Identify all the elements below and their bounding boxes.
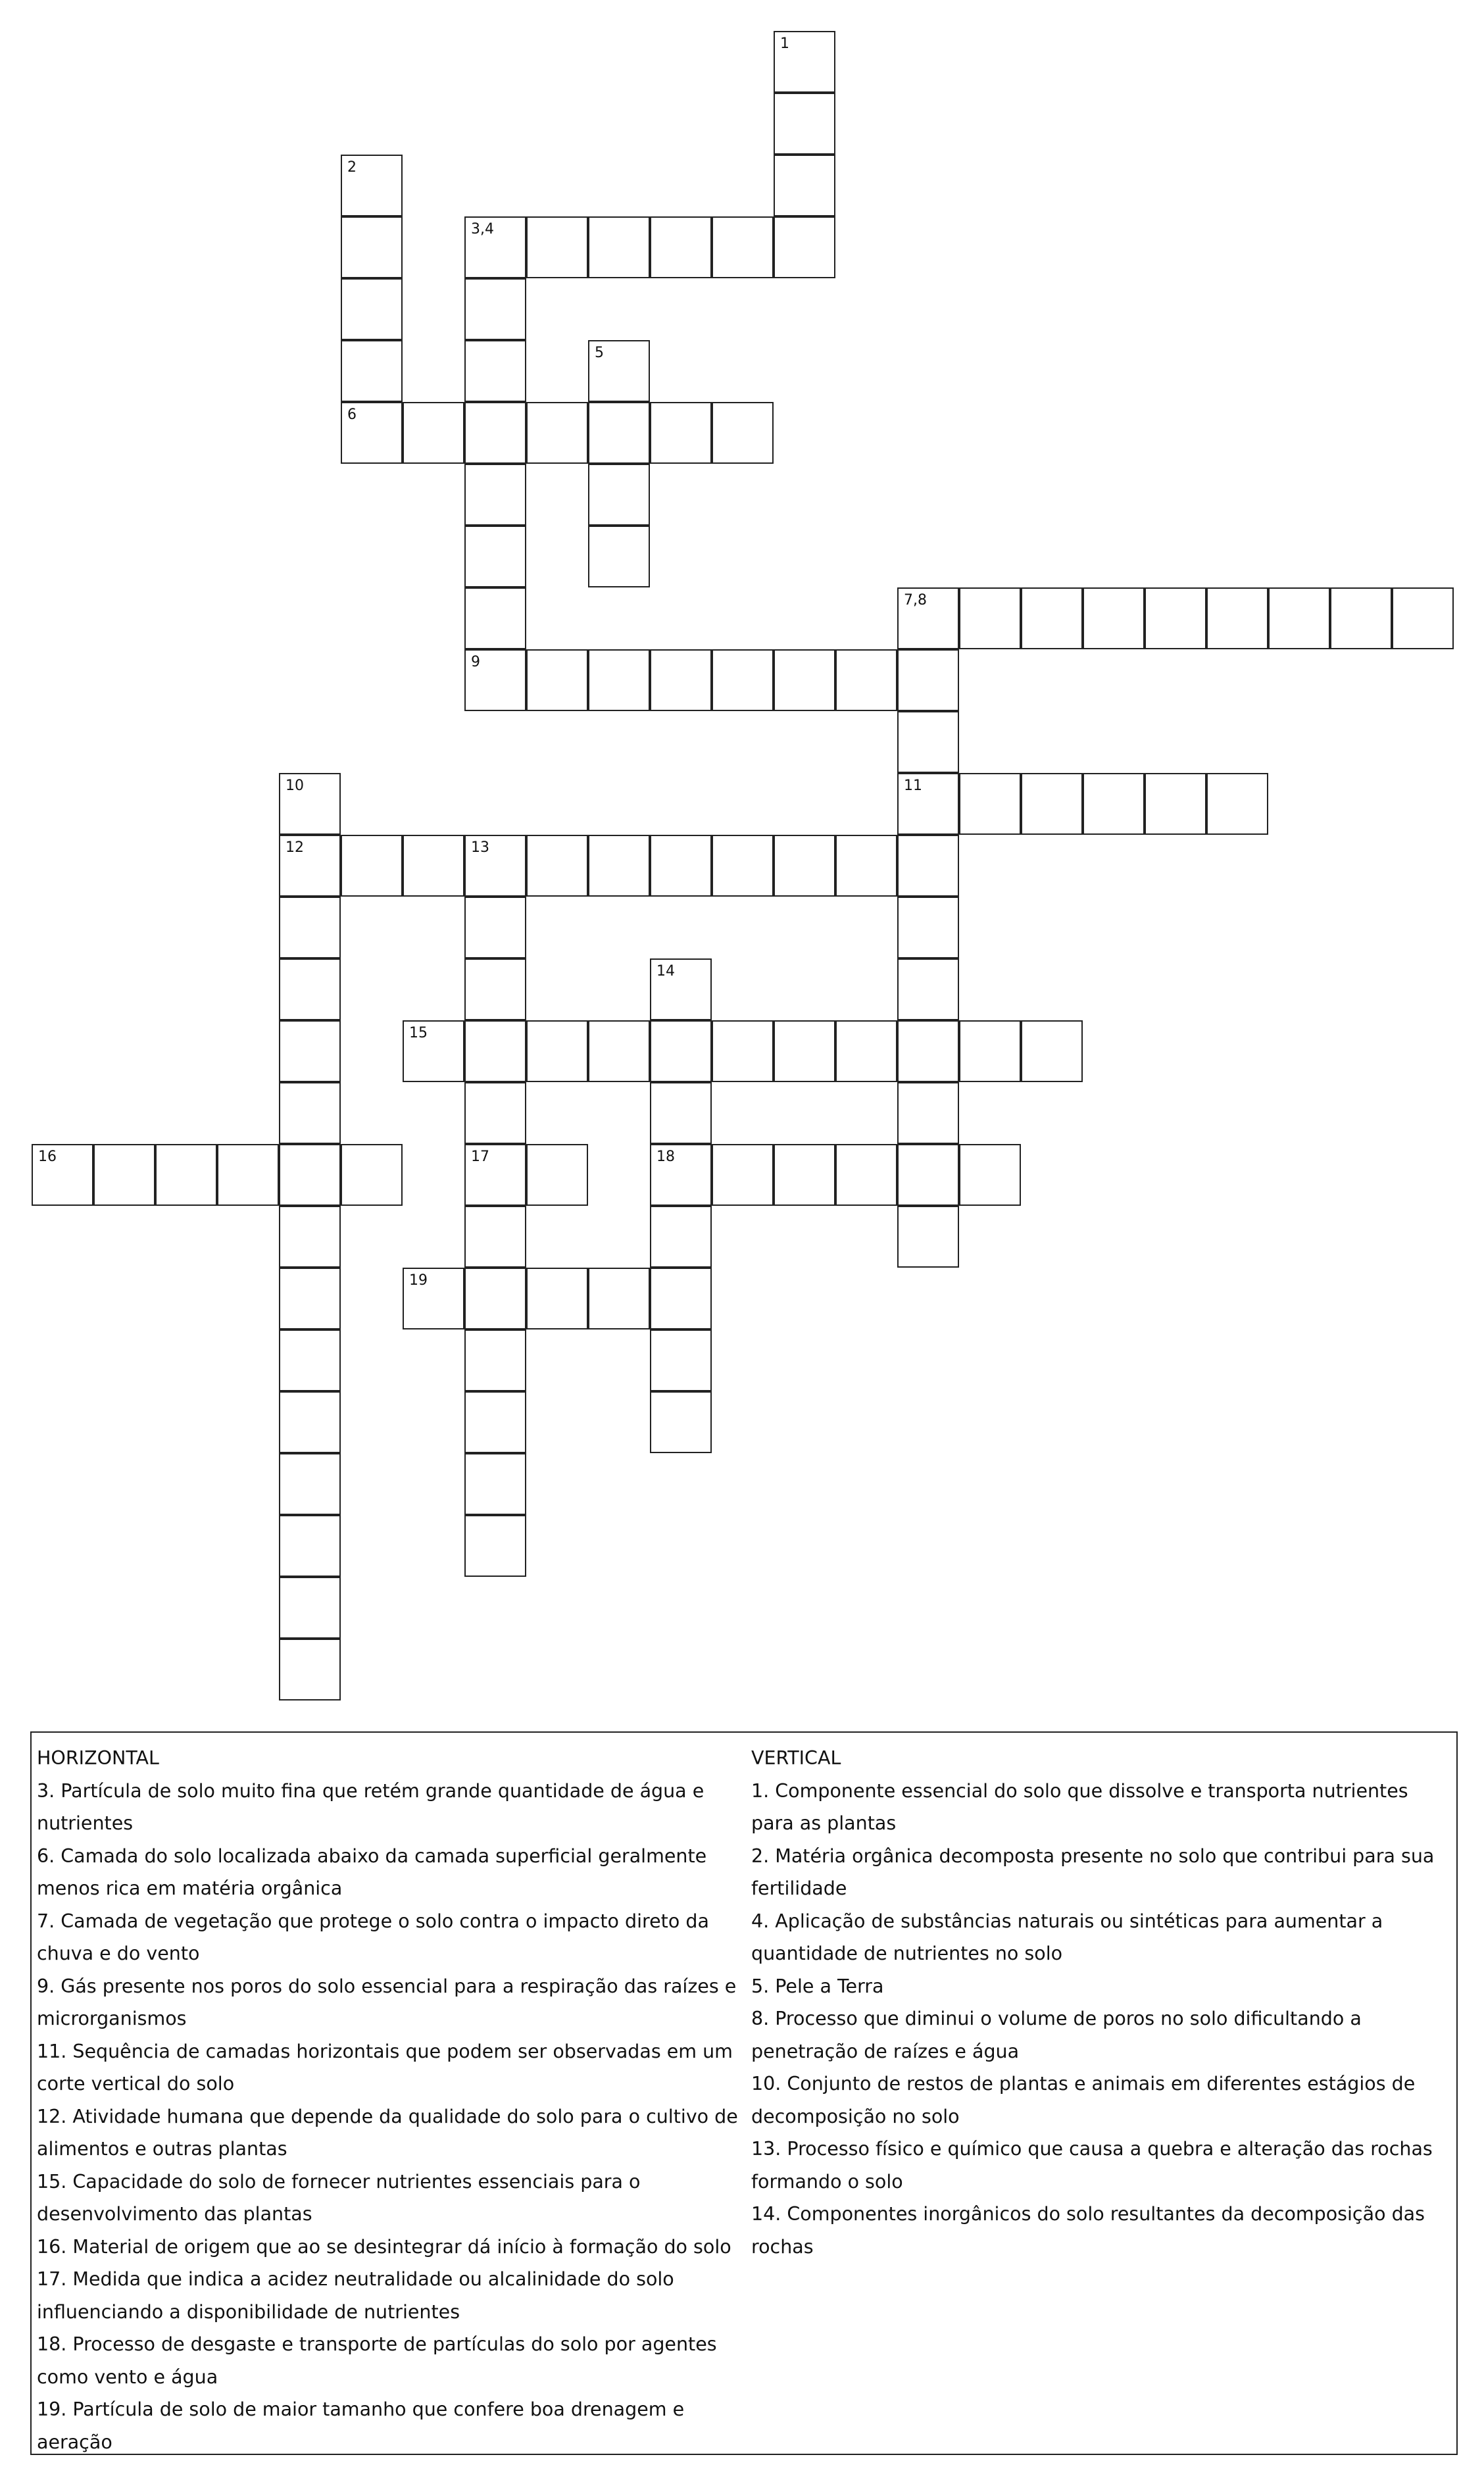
crossword-cell[interactable]: [464, 1515, 526, 1577]
crossword-cell[interactable]: [526, 402, 588, 464]
clue-number: 11: [904, 778, 922, 794]
crossword-cell[interactable]: [897, 649, 959, 711]
down-clue-13: 13. Processo físico e químico que causa a quebra e alteração das rochas formando o solo: [751, 2138, 1433, 2193]
crossword-cell[interactable]: [959, 1144, 1021, 1206]
crossword-cell[interactable]: [279, 1391, 341, 1453]
crossword-cell[interactable]: [464, 278, 526, 340]
crossword-cell-numbered[interactable]: [464, 835, 526, 897]
crossword-cell[interactable]: [588, 526, 650, 587]
crossword-cell[interactable]: [650, 835, 712, 897]
crossword-cell[interactable]: [650, 649, 712, 711]
crossword-cell[interactable]: [1083, 587, 1145, 649]
crossword-cell[interactable]: [650, 1268, 712, 1329]
crossword-cell[interactable]: [279, 1082, 341, 1144]
crossword-cell[interactable]: [1330, 587, 1392, 649]
down-clue-10: 10. Conjunto de restos de plantas e animais em diferentes estágios de decomposição no solo: [751, 2073, 1416, 2127]
crossword-cell[interactable]: [959, 587, 1021, 649]
crossword-cell-numbered[interactable]: [588, 340, 650, 402]
across-clue-9: 9. Gás presente nos poros do solo essencial para a respiração das raízes e microrganismos: [37, 1975, 737, 2029]
crossword-cell[interactable]: [774, 93, 835, 155]
crossword-cell[interactable]: [279, 1577, 341, 1639]
crossword-cell[interactable]: [464, 340, 526, 402]
crossword-cell[interactable]: [93, 1144, 155, 1206]
crossword-cell-numbered[interactable]: [650, 1144, 712, 1206]
crossword-cell[interactable]: [1206, 773, 1268, 835]
clue-number: 5: [595, 345, 604, 361]
crossword-cell[interactable]: [279, 1020, 341, 1082]
crossword-cell[interactable]: [464, 1453, 526, 1515]
crossword-cell[interactable]: [464, 1082, 526, 1144]
crossword-cell[interactable]: [526, 1268, 588, 1329]
crossword-cell[interactable]: [1206, 587, 1268, 649]
crossword-cell[interactable]: [897, 958, 959, 1020]
crossword-cell[interactable]: [464, 1391, 526, 1453]
clue-number: 10: [285, 778, 304, 794]
crossword-cell[interactable]: [1145, 587, 1206, 649]
crossword-cell[interactable]: [588, 649, 650, 711]
down-clue-5: 5. Pele a Terra: [751, 1975, 884, 1997]
crossword-cell[interactable]: [588, 835, 650, 897]
crossword-cell[interactable]: [774, 649, 835, 711]
crossword-cell[interactable]: [341, 340, 403, 402]
down-clue-1: 1. Componente essencial do solo que dissolve e transporta nutrientes para as plantas: [751, 1779, 1408, 1834]
crossword-cell[interactable]: [712, 216, 774, 278]
down-clue-8: 8. Processo que diminui o volume de poros no solo dificultando a penetração de raízes e água: [751, 2008, 1362, 2062]
crossword-cell[interactable]: [526, 216, 588, 278]
crossword-cell[interactable]: [279, 1453, 341, 1515]
down-clue-2: 2. Matéria orgânica decomposta presente no solo que contribui para sua fertilidade: [751, 1845, 1435, 1899]
crossword-cell-numbered[interactable]: [464, 216, 526, 278]
crossword-cell[interactable]: [1021, 587, 1083, 649]
crossword-cell-numbered[interactable]: [897, 587, 959, 649]
crossword-cell[interactable]: [464, 897, 526, 958]
crossword-cell[interactable]: [774, 1144, 835, 1206]
crossword-cell[interactable]: [959, 1020, 1021, 1082]
across-clue-7: 7. Camada de vegetação que protege o solo contra o impacto direto da chuva e do vento: [37, 1910, 709, 1964]
clue-number: 1: [780, 36, 789, 52]
crossword-cell[interactable]: [279, 1144, 341, 1206]
crossword-cell[interactable]: [835, 835, 897, 897]
clue-number: 19: [409, 1272, 428, 1289]
crossword-cell-numbered[interactable]: [403, 1020, 464, 1082]
crossword-cell[interactable]: [279, 1515, 341, 1577]
crossword-cell[interactable]: [712, 402, 774, 464]
crossword-cell-numbered[interactable]: [464, 649, 526, 711]
crossword-cell[interactable]: [897, 897, 959, 958]
crossword-cell[interactable]: [774, 155, 835, 216]
crossword-cell[interactable]: [835, 1020, 897, 1082]
crossword-cell-numbered[interactable]: [32, 1144, 93, 1206]
crossword-cell[interactable]: [588, 464, 650, 526]
across-clues: [37, 1742, 747, 2458]
down-clues: [751, 1742, 1455, 2263]
crossword-cell[interactable]: [712, 1144, 774, 1206]
clue-number: 13: [471, 839, 489, 856]
crossword-cell[interactable]: [464, 958, 526, 1020]
clue-number: 6: [347, 407, 357, 423]
crossword-cell[interactable]: [897, 1144, 959, 1206]
clue-number: 14: [656, 963, 675, 980]
crossword-cell-numbered[interactable]: [341, 402, 403, 464]
crossword-cell[interactable]: [650, 1082, 712, 1144]
crossword-cell-numbered[interactable]: [279, 835, 341, 897]
across-clue-3: 3. Partícula de solo muito fina que retém grande quantidade de água e nutrientes: [37, 1779, 705, 1834]
crossword-cell[interactable]: [464, 1206, 526, 1268]
crossword-cell[interactable]: [341, 835, 403, 897]
crossword-cell[interactable]: [897, 1020, 959, 1082]
crossword-cell[interactable]: [464, 1020, 526, 1082]
crossword-cell[interactable]: [464, 526, 526, 587]
crossword-cell[interactable]: [217, 1144, 279, 1206]
clue-number: 18: [656, 1149, 675, 1165]
crossword-cell-numbered[interactable]: [279, 773, 341, 835]
across-clue-16: 16. Material de origem que ao se desintegrar dá início à formação do solo: [37, 2235, 731, 2258]
across-clue-12: 12. Atividade humana que depende da qualidade do solo para o cultivo de alimentos e outras plantas: [37, 2105, 738, 2160]
crossword-cell[interactable]: [650, 1329, 712, 1391]
crossword-cell[interactable]: [279, 1268, 341, 1329]
clue-number: 7,8: [904, 592, 927, 608]
crossword-cell[interactable]: [650, 1206, 712, 1268]
crossword-cell[interactable]: [1083, 773, 1145, 835]
crossword-cell[interactable]: [588, 216, 650, 278]
crossword-cell-numbered[interactable]: [464, 1144, 526, 1206]
crossword-cell[interactable]: [774, 835, 835, 897]
crossword-cell[interactable]: [403, 402, 464, 464]
crossword-cell[interactable]: [464, 1329, 526, 1391]
clue-number: 2: [347, 159, 357, 176]
clue-number: 15: [409, 1025, 428, 1041]
crossword-cell-numbered[interactable]: [403, 1268, 464, 1329]
crossword-cell[interactable]: [1145, 773, 1206, 835]
crossword-cell[interactable]: [341, 1144, 403, 1206]
across-clue-17: 17. Medida que indica a acidez neutralidade ou alcalinidade do solo influenciando a disponibilidade de nutrientes: [37, 2268, 674, 2323]
crossword-cell[interactable]: [588, 1020, 650, 1082]
crossword-cell[interactable]: [774, 1020, 835, 1082]
crossword-cell[interactable]: [897, 835, 959, 897]
crossword-cell[interactable]: [897, 711, 959, 773]
crossword-cell[interactable]: [835, 1144, 897, 1206]
crossword-cell[interactable]: [897, 1206, 959, 1268]
crossword-cell[interactable]: [464, 1268, 526, 1329]
crossword-cell[interactable]: [526, 1144, 588, 1206]
crossword-cell[interactable]: [464, 464, 526, 526]
crossword-cell-numbered[interactable]: [897, 773, 959, 835]
crossword-cell[interactable]: [279, 1329, 341, 1391]
crossword-cell[interactable]: [1268, 587, 1330, 649]
clue-number: 16: [38, 1149, 57, 1165]
across-clue-19: 19. Partícula de solo de maior tamanho que confere boa drenagem e aeração: [37, 2398, 685, 2453]
crossword-cell[interactable]: [650, 402, 712, 464]
crossword-cell[interactable]: [341, 216, 403, 278]
clue-number: 12: [285, 839, 304, 856]
across-clue-6: 6. Camada do solo localizada abaixo da camada superficial geralmente menos rica em matéria orgânica: [37, 1845, 707, 1899]
down-clue-14: 14. Componentes inorgânicos do solo resultantes da decomposição das rochas: [751, 2203, 1425, 2258]
crossword-cell[interactable]: [1021, 773, 1083, 835]
across-heading: HORIZONTAL: [37, 1747, 159, 1769]
crossword-cell[interactable]: [464, 587, 526, 649]
crossword-cell[interactable]: [341, 278, 403, 340]
crossword-cell[interactable]: [1392, 587, 1454, 649]
crossword-cell[interactable]: [464, 402, 526, 464]
crossword-cell[interactable]: [588, 1268, 650, 1329]
crossword-cell[interactable]: [279, 1639, 341, 1700]
clues-box: [30, 1731, 1458, 2455]
crossword-cell[interactable]: [650, 1020, 712, 1082]
crossword-cell[interactable]: [279, 958, 341, 1020]
crossword-cell[interactable]: [279, 897, 341, 958]
crossword-cell[interactable]: [1021, 1020, 1083, 1082]
crossword-cell-numbered[interactable]: [341, 155, 403, 216]
across-clue-18: 18. Processo de desgaste e transporte de partículas do solo por agentes como vento e água: [37, 2333, 717, 2388]
crossword-cell[interactable]: [712, 1020, 774, 1082]
crossword-cell[interactable]: [279, 1206, 341, 1268]
crossword-cell[interactable]: [155, 1144, 217, 1206]
crossword-cell[interactable]: [650, 1391, 712, 1453]
crossword-cell[interactable]: [650, 216, 712, 278]
crossword-cell[interactable]: [835, 649, 897, 711]
crossword-cell[interactable]: [774, 216, 835, 278]
clue-number: 17: [471, 1149, 489, 1165]
crossword-cell[interactable]: [588, 402, 650, 464]
clue-number: 9: [471, 654, 480, 670]
crossword-cell[interactable]: [526, 835, 588, 897]
crossword-cell[interactable]: [526, 1020, 588, 1082]
down-clue-4: 4. Aplicação de substâncias naturais ou sintéticas para aumentar a quantidade de nutrientes no solo: [751, 1910, 1383, 1964]
crossword-cell[interactable]: [526, 649, 588, 711]
crossword-cell-numbered[interactable]: [774, 31, 835, 93]
clue-number: 3,4: [471, 221, 494, 237]
crossword-cell[interactable]: [959, 773, 1021, 835]
down-heading: VERTICAL: [751, 1747, 841, 1769]
across-clue-11: 11. Sequência de camadas horizontais que podem ser observadas em um corte vertical do solo: [37, 2040, 733, 2095]
crossword-cell[interactable]: [712, 649, 774, 711]
crossword-cell[interactable]: [403, 835, 464, 897]
crossword-cell[interactable]: [712, 835, 774, 897]
crossword-cell[interactable]: [897, 1082, 959, 1144]
crossword-cell-numbered[interactable]: [650, 958, 712, 1020]
across-clue-15: 15. Capacidade do solo de fornecer nutrientes essenciais para o desenvolvimento das plantas: [37, 2170, 641, 2225]
